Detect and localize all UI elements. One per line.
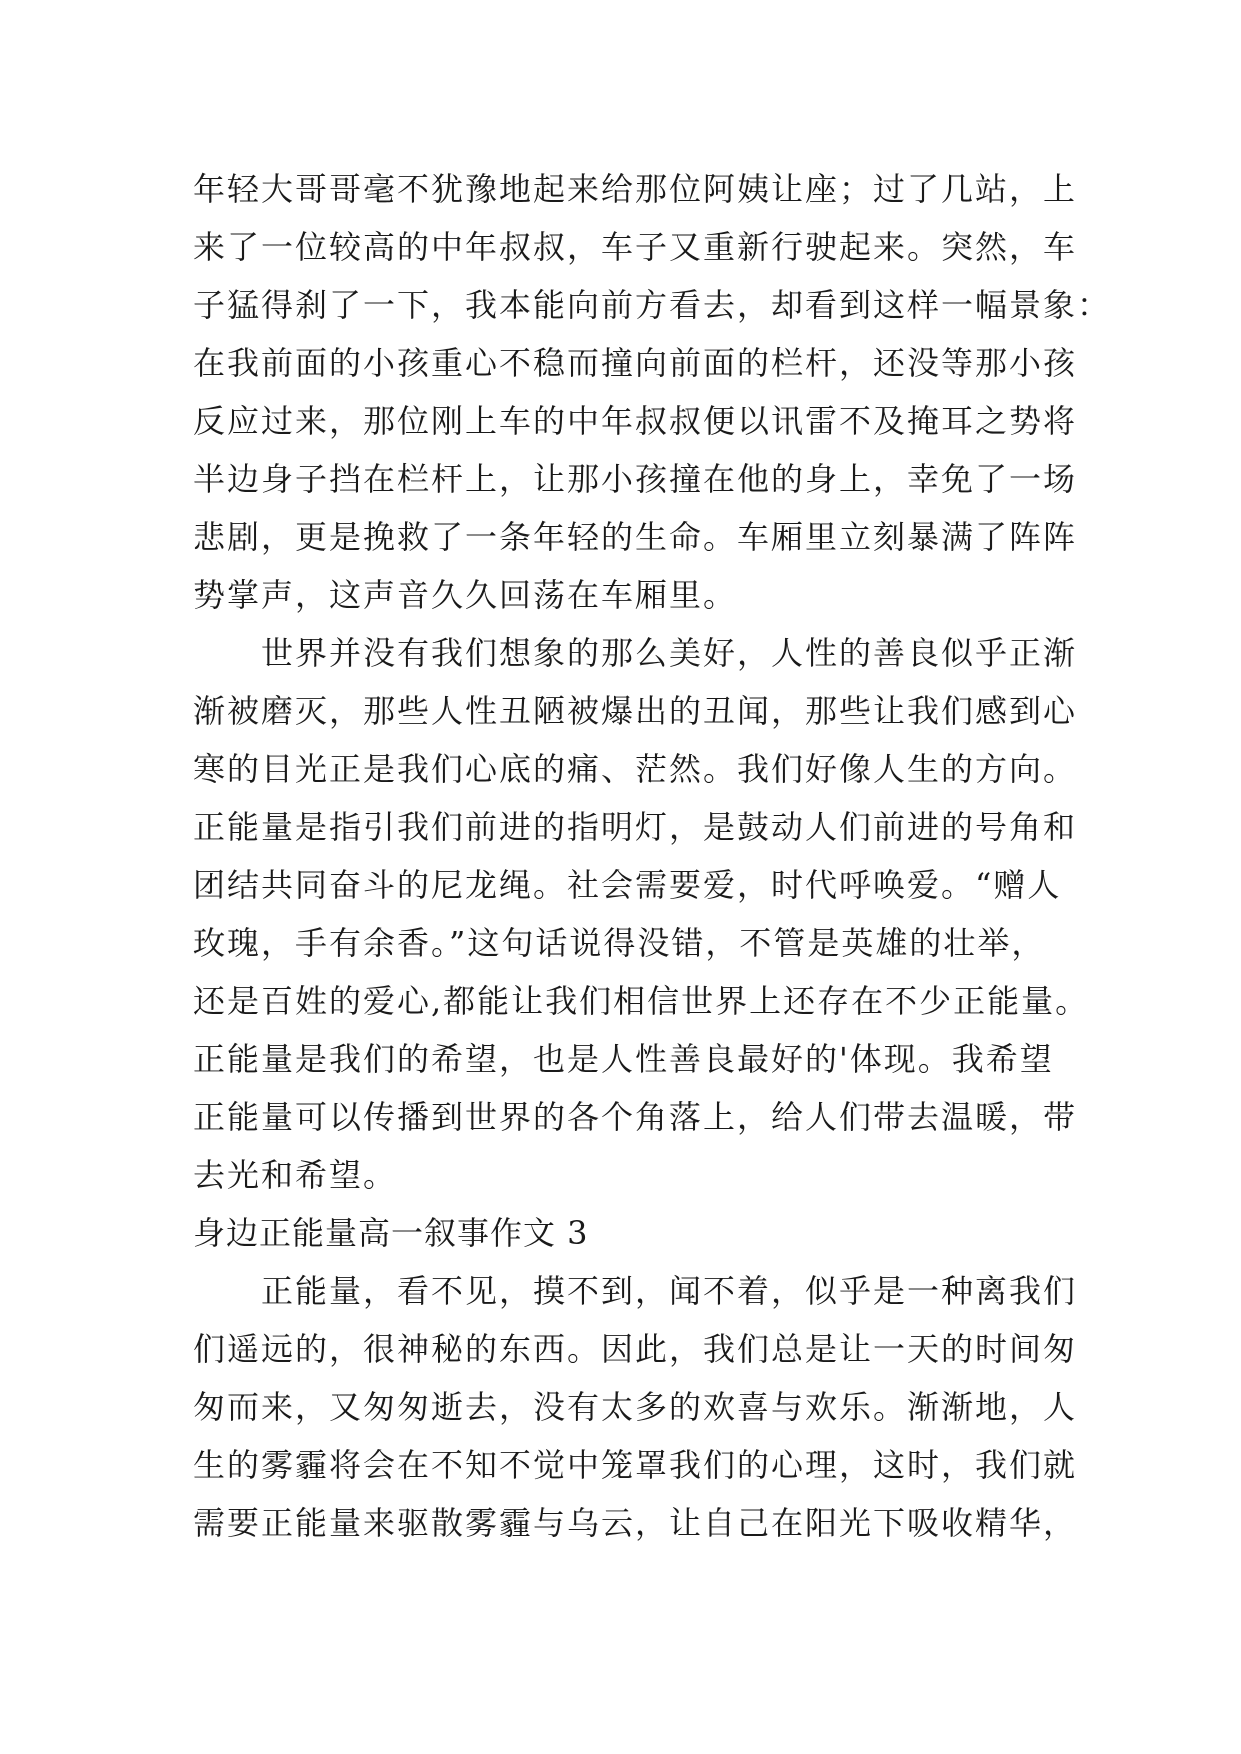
text-line: 匆而来，又匆匆逝去，没有太多的欢喜与欢乐。渐渐地，人 xyxy=(193,1388,1078,1426)
text-line: 正能量可以传播到世界的各个角落上，给人们带去温暖，带 xyxy=(193,1098,1078,1136)
text-line: 半边身子挡在栏杆上，让那小孩撞在他的身上，幸免了一场 xyxy=(193,460,1078,498)
text-line: 团结共同奋斗的尼龙绳。社会需要爱，时代呼唤爱。“赠人 xyxy=(193,866,1062,904)
section-heading: 身边正能量高一叙事作文 3 xyxy=(193,1214,589,1252)
text-line: 势掌声，这声音久久回荡在车厢里。 xyxy=(193,576,738,614)
text-line: 还是百姓的爱心,都能让我们相信世界上还存在不少正能量。 xyxy=(193,982,1090,1020)
document-body xyxy=(193,160,1112,1552)
text-line: 渐被磨灭，那些人性丑陋被爆出的丑闻，那些让我们感到心 xyxy=(193,692,1078,730)
text-line: 在我前面的小孩重心不稳而撞向前面的栏杆，还没等那小孩 xyxy=(193,344,1078,382)
text-line: 生的雾霾将会在不知不觉中笼罩我们的心理，这时，我们就 xyxy=(193,1446,1078,1484)
text-line: 们遥远的，很神秘的东西。因此，我们总是让一天的时间匆 xyxy=(193,1330,1078,1368)
text-line: 需要正能量来驱散雾霾与乌云，让自己在阳光下吸收精华， xyxy=(193,1504,1078,1542)
text-line: 世界并没有我们想象的那么美好，人性的善良似乎正渐 xyxy=(193,634,1078,672)
text-line: 玫瑰，手有余香。”这句话说得没错，不管是英雄的壮举， xyxy=(193,924,1046,962)
text-line: 去光和希望。 xyxy=(193,1156,398,1194)
text-line: 来了一位较高的中年叔叔，车子又重新行驶起来。突然，车 xyxy=(193,228,1078,266)
text-line: 年轻大哥哥毫不犹豫地起来给那位阿姨让座；过了几站，上 xyxy=(193,170,1078,208)
text-line: 反应过来，那位刚上车的中年叔叔便以讯雷不及掩耳之势将 xyxy=(193,402,1078,440)
text-line: 子猛得刹了一下，我本能向前方看去，却看到这样一幅景象： xyxy=(193,286,1112,324)
text-line: 寒的目光正是我们心底的痛、茫然。我们好像人生的方向。 xyxy=(193,750,1078,788)
text-line: 正能量是指引我们前进的指明灯，是鼓动人们前进的号角和 xyxy=(193,808,1078,846)
text-line: 正能量，看不见，摸不到，闻不着，似乎是一种离我们 xyxy=(193,1272,1078,1310)
text-line: 悲剧，更是挽救了一条年轻的生命。车厢里立刻暴满了阵阵 xyxy=(193,518,1078,556)
text-line: 正能量是我们的希望，也是人性善良最好的'体现。我希望 xyxy=(193,1040,1054,1078)
